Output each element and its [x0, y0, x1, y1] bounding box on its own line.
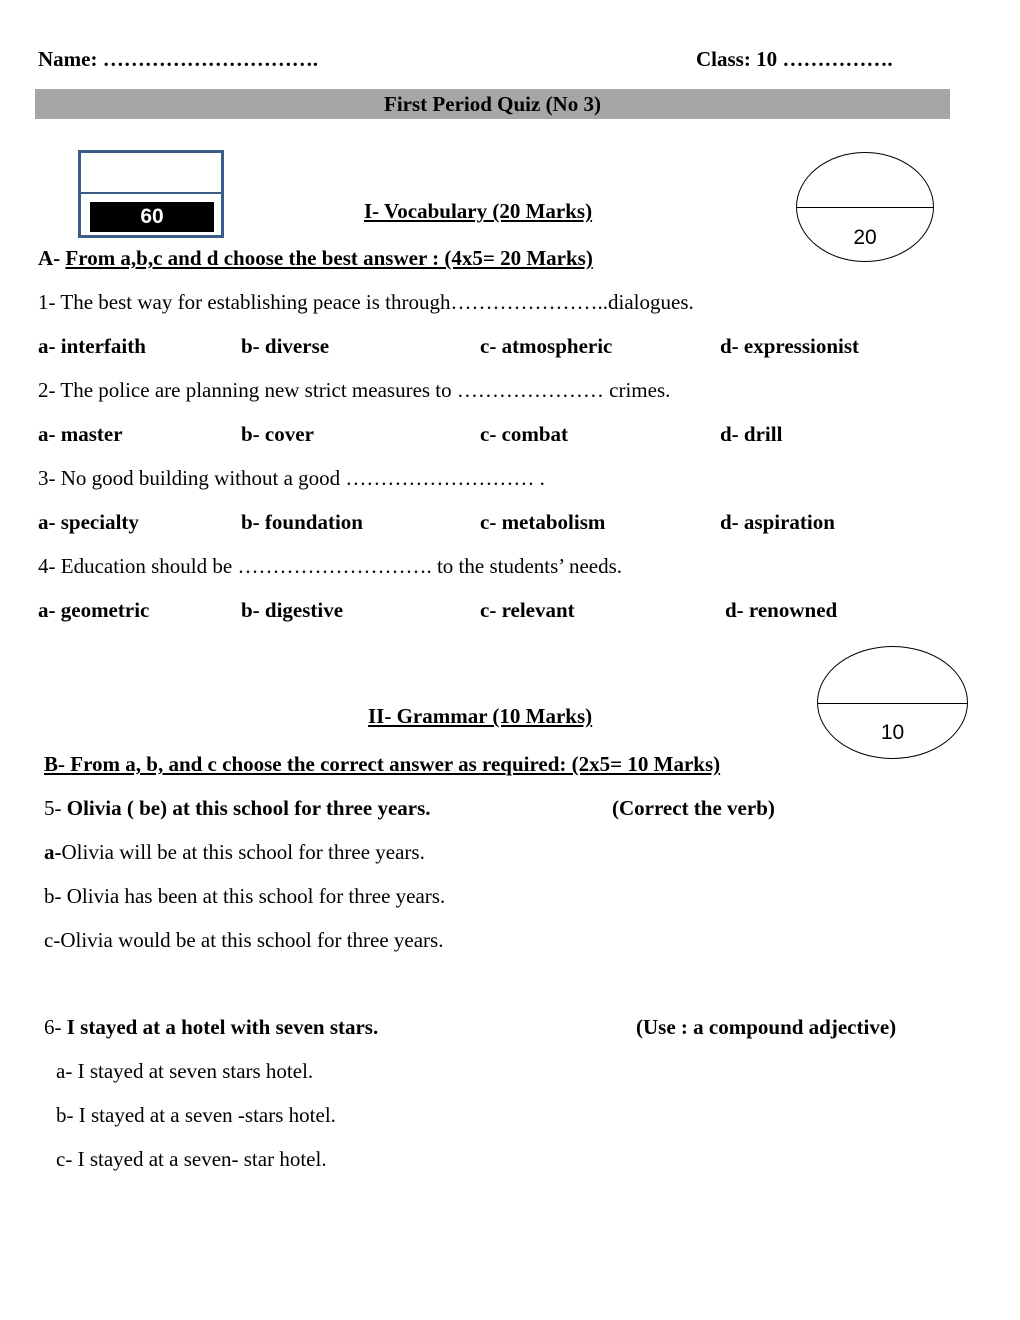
class-field — [696, 47, 893, 72]
total-score: 60 — [90, 202, 214, 232]
grammar-mark-value: 10 — [880, 721, 905, 744]
option-text: Olivia would be at this school for three years. — [60, 928, 444, 952]
question-4-option-d: d- renowned — [725, 598, 838, 622]
class-blank: ……………. — [782, 47, 893, 71]
name-blank: …………………………. — [102, 47, 318, 71]
question-2-option-a: a- master — [38, 422, 123, 446]
vocabulary-instruction — [38, 246, 593, 271]
question-2-option-d: d- drill — [720, 422, 783, 446]
option-letter: b- — [56, 1103, 74, 1127]
option-letter: b- — [44, 884, 62, 908]
question-6-number: 6- — [44, 1015, 62, 1039]
question-5-hint: (Correct the verb) — [612, 796, 775, 820]
instruction-prefix: A- — [38, 246, 61, 270]
option-letter: a- — [56, 1059, 73, 1083]
vocabulary-mark-value: 20 — [853, 226, 877, 249]
question-5-option-b — [44, 884, 445, 909]
question-3-option-a: a- specialty — [38, 510, 139, 534]
name-label: Name: — [38, 47, 98, 71]
question-2-option-b: b- cover — [241, 422, 314, 446]
question-1-option-d: d- expressionist — [720, 334, 860, 358]
question-6-option-b — [56, 1103, 336, 1128]
question-4-option-b: b- digestive — [241, 598, 344, 622]
question-6-option-c — [56, 1147, 327, 1172]
question-6-hint: (Use : a compound adjective) — [636, 1015, 897, 1039]
question-3-stem: 3- No good building without a good ……………………… . — [38, 466, 545, 490]
question-4-option-a: a- geometric — [38, 598, 150, 622]
question-6-stem: I stayed at a hotel with seven stars. — [66, 1015, 379, 1039]
question-4-option-c: c- relevant — [480, 598, 575, 622]
question-5-option-c — [44, 928, 443, 953]
question-1-option-c: c- atmospheric — [480, 334, 613, 358]
question-1-option-a: a- interfaith — [38, 334, 146, 358]
question-2-option-c: c- combat — [480, 422, 569, 446]
total-score-box — [78, 150, 224, 238]
option-letter: a- — [44, 840, 62, 864]
question-3-option-c: c- metabolism — [480, 510, 606, 534]
option-letter: c- — [44, 928, 61, 952]
question-2-stem: 2- The police are planning new strict measures to ………………… crimes. — [38, 378, 671, 402]
class-label: Class: 10 — [696, 47, 778, 71]
option-text: Olivia will be at this school for three years. — [61, 840, 425, 864]
option-text: Olivia has been at this school for three years. — [61, 884, 446, 908]
option-letter: c- — [56, 1147, 73, 1171]
grammar-mark-circle — [817, 646, 968, 759]
name-field — [38, 47, 318, 72]
question-1-stem: 1- The best way for establishing peace is through…………………..dialogues. — [38, 290, 694, 314]
question-5-stem: Olivia ( be) at this school for three years. — [66, 796, 431, 820]
circle-divider — [797, 207, 933, 208]
question-6-option-a — [56, 1059, 313, 1084]
question-3-option-d: d- aspiration — [720, 510, 835, 534]
question-4-stem: 4- Education should be ………………………. to the students’ needs. — [38, 554, 623, 578]
vocabulary-mark-circle — [796, 152, 934, 262]
circle-divider — [818, 703, 967, 704]
instruction-text: From a,b,c and d choose the best answer : (4x5= 20 Marks) — [65, 246, 593, 270]
grammar-heading: II- Grammar (10 Marks) — [368, 704, 593, 728]
grammar-instruction: B- From a, b, and c choose the correct answer as required: (2x5= 10 Marks) — [44, 752, 721, 776]
question-5 — [44, 796, 431, 821]
score-box-divider — [81, 192, 221, 194]
question-1-option-b: b- diverse — [241, 334, 330, 358]
option-text: I stayed at a seven -stars hotel. — [73, 1103, 336, 1127]
question-6 — [44, 1015, 378, 1040]
quiz-title: First Period Quiz (No 3) — [35, 89, 950, 119]
option-text: I stayed at seven stars hotel. — [72, 1059, 314, 1083]
question-5-number: 5- — [44, 796, 62, 820]
question-3-option-b: b- foundation — [241, 510, 363, 534]
option-text: I stayed at a seven- star hotel. — [72, 1147, 327, 1171]
question-5-option-a — [44, 840, 425, 865]
vocabulary-heading: I- Vocabulary (20 Marks) — [364, 199, 593, 223]
